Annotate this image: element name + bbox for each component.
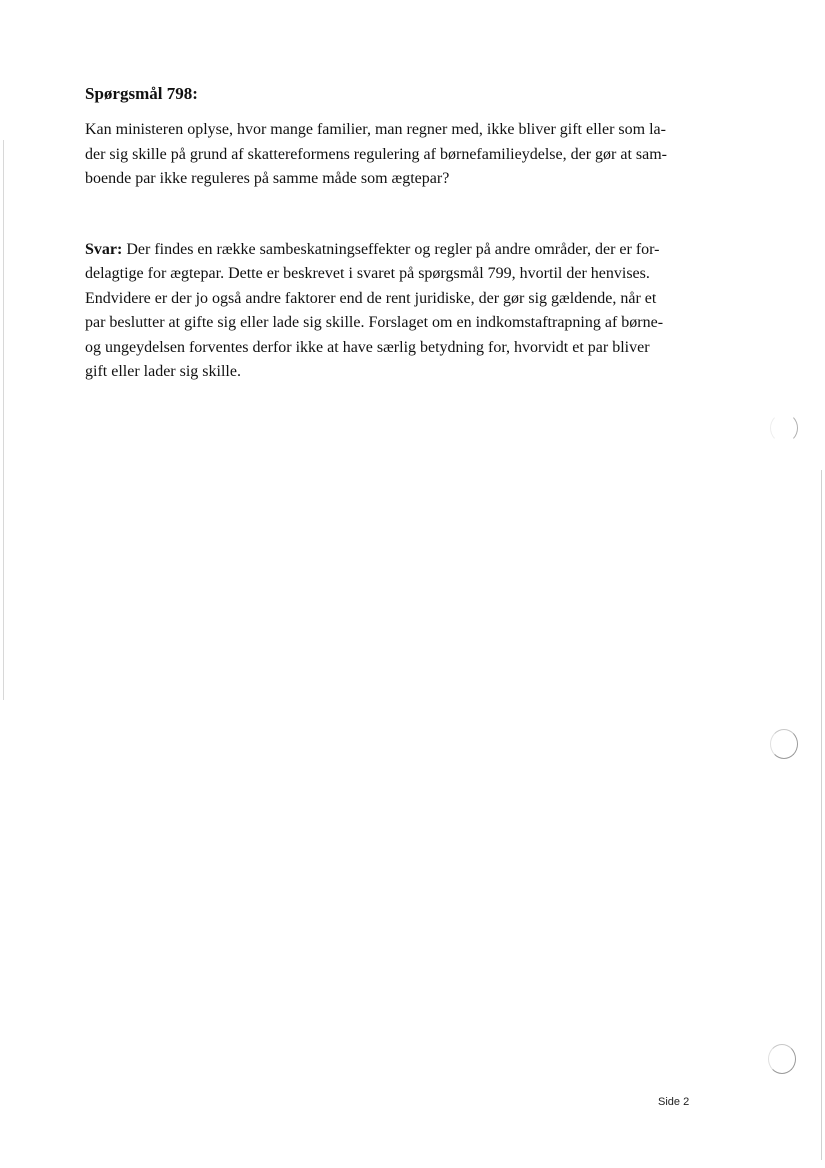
question-heading: Spørgsmål 798: (85, 84, 198, 103)
document-body (85, 82, 685, 385)
answer-line: og ungeydelsen forventes derfor ikke at have særlig betydning for, hvorvidt et par bliver (85, 338, 650, 356)
answer-line: Endvidere er der jo også andre faktorer end de rent juridiske, der gør sig gældende, når et (85, 289, 657, 307)
punch-hole-mark (768, 1044, 796, 1074)
punch-hole-mark (770, 729, 798, 759)
answer-text (85, 238, 685, 385)
scan-edge-left (3, 140, 4, 700)
answer-line: Der findes en række sambeskatningseffekter og regler på andre områder, der er for- (122, 240, 660, 258)
question-line: boende par ikke reguleres på samme måde som ægtepar? (85, 170, 450, 187)
answer-line: par beslutter at gifte sig eller lade sig skille. Forslaget om en indkomstaftrapning af børne- (85, 314, 664, 331)
scan-edge-right (821, 470, 822, 1160)
question-line: Kan ministeren oplyse, hvor mange familier, man regner med, ikke bliver gift eller som la- (85, 121, 666, 138)
punch-hole-mark (770, 413, 798, 443)
question-text (85, 118, 685, 192)
answer-label: Svar: (85, 240, 123, 258)
answer-line: delagtige for ægtepar. Dette er beskrevet i svaret på spørgsmål 799, hvortil der henvises. (85, 265, 650, 282)
question-line: der sig skille på grund af skattereformens regulering af børnefamilieydelse, der gør at sam- (85, 145, 668, 163)
page-number: Side 2 (658, 1096, 690, 1108)
answer-line: gift eller lader sig skille. (85, 363, 241, 380)
